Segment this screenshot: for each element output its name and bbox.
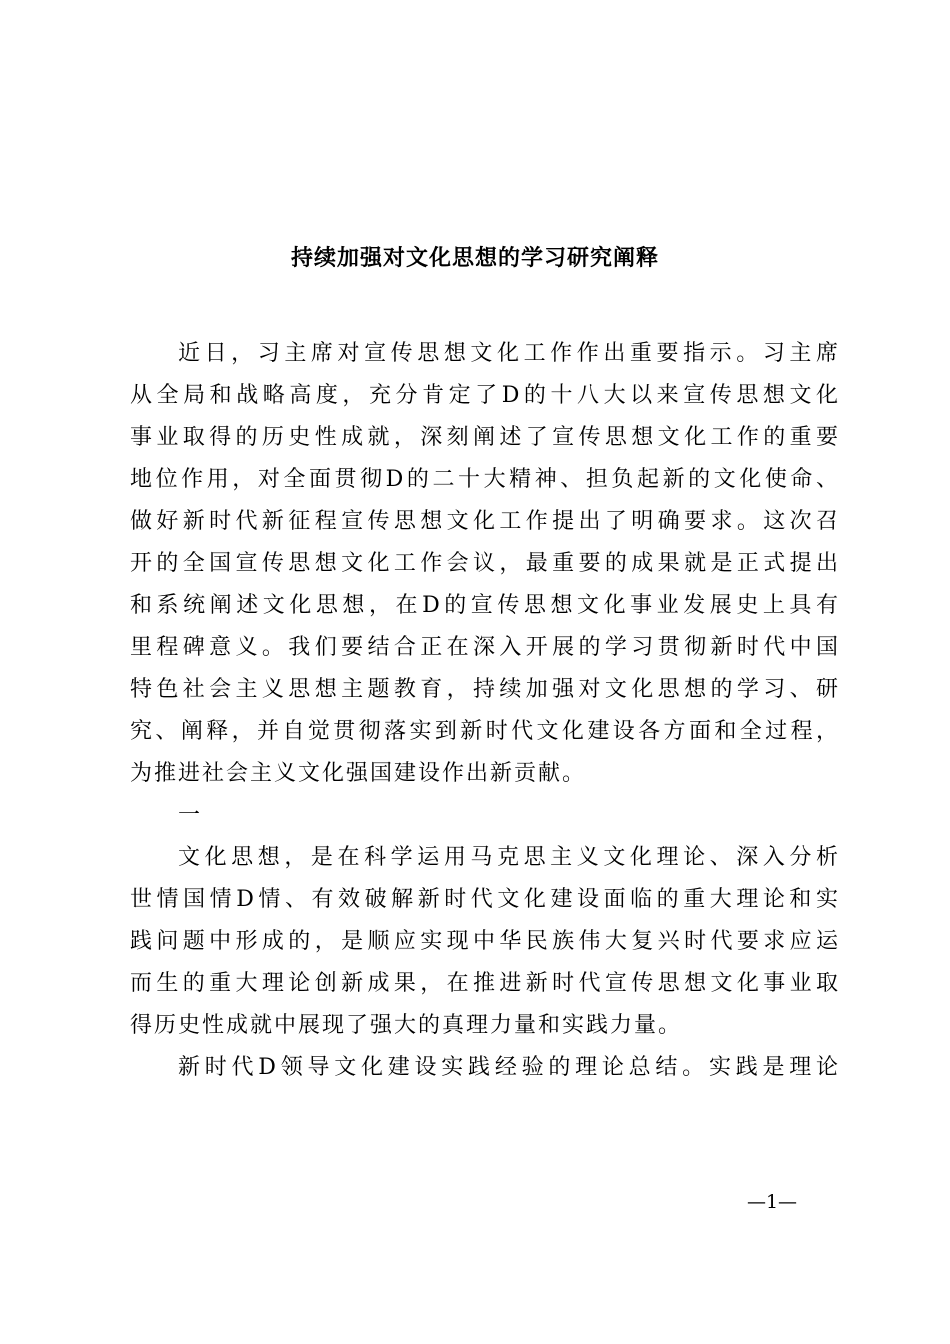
paragraph-line: 究、阐释，并自觉贯彻落实到新时代文化建设各方面和全过程，: [130, 719, 840, 744]
document-body: [130, 333, 840, 1089]
paragraph-line: 得历史性成就中展现了强大的真理力量和实践力量。: [130, 1013, 683, 1038]
section-heading: 一: [178, 803, 203, 828]
paragraph-line: 事业取得的历史性成就，深刻阐述了宣传思想文化工作的重要: [130, 425, 840, 450]
paragraph-line: 地位作用，对全面贯彻D的二十大精神、担负起新的文化使命、: [130, 467, 840, 492]
paragraph-line: 从全局和战略高度，充分肯定了D的十八大以来宣传思想文化: [130, 383, 840, 408]
paragraph-line: 里程碑意义。我们要结合正在深入开展的学习贯彻新时代中国: [130, 635, 840, 660]
paragraph-line: 践问题中形成的，是顺应实现中华民族伟大复兴时代要求应运: [130, 929, 840, 954]
paragraph-line: 做好新时代新征程宣传思想文化工作提出了明确要求。这次召: [130, 509, 840, 534]
paragraph-line: 近日，习主席对宣传思想文化工作作出重要指示。习主席: [178, 341, 840, 366]
document-title: 持续加强对文化思想的学习研究阐释: [290, 245, 659, 271]
paragraph-line: 新时代D领导文化建设实践经验的理论总结。实践是理论: [178, 1055, 840, 1080]
paragraph-line: 特色社会主义思想主题教育，持续加强对文化思想的学习、研: [130, 677, 840, 702]
paragraph-line: 文化思想，是在科学运用马克思主义文化理论、深入分析: [178, 845, 840, 870]
paragraph-line: 世情国情D情、有效破解新时代文化建设面临的重大理论和实: [130, 887, 840, 912]
paragraph-line: 和系统阐述文化思想，在D的宣传思想文化事业发展史上具有: [130, 593, 840, 618]
page-number: —1—: [746, 1191, 798, 1213]
paragraph-line: 为推进社会主义文化强国建设作出新贡献。: [130, 761, 587, 786]
paragraph-line: 开的全国宣传思想文化工作会议，最重要的成果就是正式提出: [130, 551, 840, 576]
paragraph-line: 而生的重大理论创新成果，在推进新时代宣传思想文化事业取: [130, 971, 840, 996]
